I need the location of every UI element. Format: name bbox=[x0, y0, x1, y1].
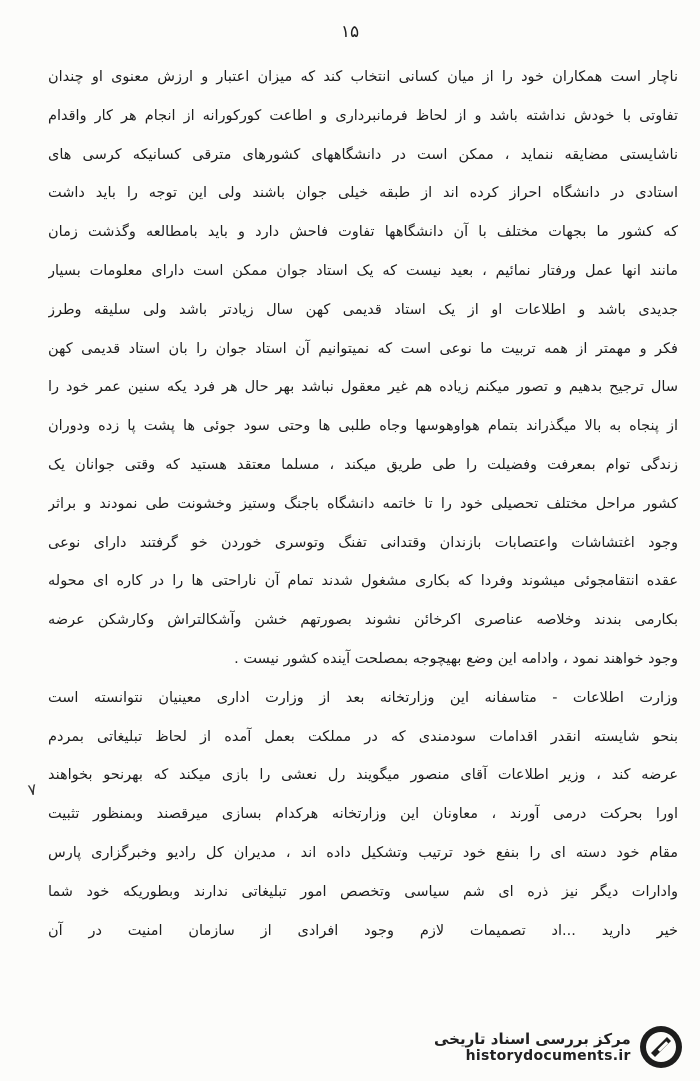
text-line: ناشایستی مضایقه ننماید ، ممکن است در دانشگاههای کشورهای مترقی کسانیکه کرسی های bbox=[48, 146, 678, 163]
text-line: جدیدی باشد و اطلاعات او از یک استاد قدیمی کهن سال زیادتر باشد ولی سلیقه وطرز bbox=[48, 301, 678, 318]
page-number: ۱۵ bbox=[340, 22, 360, 42]
text-line: تفاوتی با خودش نداشته باشد و از لحاظ فرمانبرداری و اطاعت کورکورانه از انجام هر کار واقدام bbox=[48, 107, 678, 124]
text-line: وادارات دیگر نیز ذره ای شم سیاسی وتخصص امور تبلیغاتی ندارند وبطوریکه خود شما bbox=[48, 883, 678, 900]
text-line: مانند انها عمل ورفتار نمائیم ، بعید نیست که یک استاد جوان ممکن است دارای معلومات بسیار bbox=[48, 262, 678, 279]
text-line: کشور مراحل مختلف تحصیلی خود را تا خاتمه دانشگاه باجنگ وستیز وخشونت طی نمودند و براثر bbox=[48, 495, 678, 512]
watermark-url: historydocuments.ir bbox=[465, 1048, 631, 1064]
watermark bbox=[434, 1019, 694, 1075]
text-line: وزارت اطلاعات - متاسفانه این وزارتخانه بعد از وزارت اداری معینیان نتوانسته است bbox=[48, 689, 678, 706]
archive-logo-icon bbox=[637, 1023, 685, 1071]
text-line: خیر دارید ...اد تصمیمات لازم وجود افرادی از سازمان امنیت در آن bbox=[48, 922, 678, 939]
text-line: فکر و مهمتر از همه تربیت ما نوعی است که نمیتوانیم آن استاد جوان را بان استاد قدیمی کهن bbox=[48, 340, 678, 357]
text-line: بنحو شایسته انقدر اقدامات سودمندی که در مملکت بعمل آمده از لحاظ تبلیغاتی بمردم bbox=[48, 728, 678, 745]
watermark-title: مرکز بررسی اسناد تاریخی bbox=[434, 1030, 631, 1048]
text-line: که کشور ما بجهات مختلف با آن دانشگاهها تفاوت فاحش دارد و باید بامطالعه وگذشت زمان bbox=[48, 224, 678, 241]
watermark-text bbox=[434, 1030, 631, 1064]
text-line: از پنجاه به بالا میگذراند بتمام هواوهوسها وجاه طلبی ها وحتی سود جوئی ها پشت پا زده ودوران bbox=[48, 418, 678, 435]
text-line: بکارمی بندند وخلاصه عناصری اکرخائن نشوند بصورتهم خشن وآشکالتراش وکارشکن عرضه bbox=[48, 612, 678, 629]
text-line: عرضه کند ، وزیر اطلاعات آقای منصور میگویند رل نعشی را بازی میکند که بهرنحو بخواهند bbox=[48, 767, 678, 784]
text-line: زندگی توام بمعرفت وفضیلت را طی طریق میکند ، مسلما معتقد هستید که وقتی جوانان یک bbox=[48, 456, 678, 473]
text-line: اورا بحرکت درمی آورند ، معاونان این وزارتخانه هرکدام بسازی میرقصند وبمنظور تثبیت bbox=[48, 806, 678, 823]
text-line: مقام خود دسته ای را بنفع خود ترتیب وتشکیل داده اند ، مدیران کل رادیو وخبرگزاری پارس bbox=[48, 844, 678, 861]
margin-mark: ٧ bbox=[26, 779, 39, 800]
text-line: عقده انتقامجوئی میشوند وفردا که بکاری مشغول شدند تمام آن ناراحتی ها را در کاره ای محوله bbox=[48, 573, 678, 590]
text-line: وجود اغتشاشات واعتصابات بازندان وقتدانی تفنگ وتوسری خوردن خو گرفتند دارای نوعی bbox=[48, 534, 678, 551]
text-line: ناچار است همکاران خود را از میان کسانی انتخاب کند که میزان اعتبار و ارزش معنوی او چندان bbox=[48, 69, 678, 85]
document-body bbox=[48, 58, 678, 950]
text-line: استادی در دانشگاه احراز کرده اند از طبقه خیلی جوان باشند ولی این توجه را باید داشت bbox=[48, 185, 678, 202]
text-line: سال ترجیح بدهیم و تصور میکنم زیاده هم غیر معقول نباشد بهر حال هر فرد یکه سنین عمر خود را bbox=[48, 379, 678, 396]
text-line: وجود خواهند نمود ، وادامه این وضع بهیچوجه بمصلحت آینده کشور نیست . bbox=[234, 650, 678, 667]
